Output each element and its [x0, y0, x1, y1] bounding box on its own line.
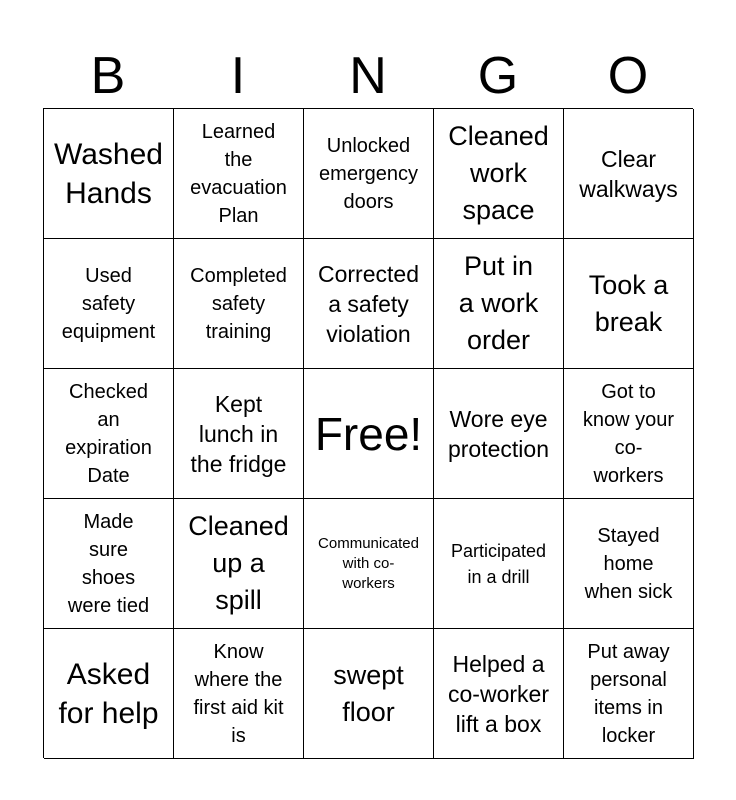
bingo-cell[interactable]: [174, 369, 304, 499]
header-letter-i: I: [230, 47, 246, 105]
bingo-cell[interactable]: [304, 499, 434, 629]
header-letter-g: G: [477, 47, 519, 105]
bingo-cell[interactable]: [44, 629, 174, 759]
cell-text: Washed Hands: [54, 137, 163, 210]
bingo-cell[interactable]: [44, 499, 174, 629]
free-space-cell[interactable]: [304, 369, 434, 499]
cell-text: Communicated with co- workers: [318, 534, 419, 592]
cell-text: Took a break: [588, 269, 669, 337]
cell-text: swept floor: [333, 659, 404, 727]
bingo-cell[interactable]: [304, 629, 434, 759]
bingo-cell[interactable]: [44, 369, 174, 499]
bingo-cell[interactable]: [434, 369, 564, 499]
cell-text: Checked an expiration Date: [65, 380, 152, 487]
bingo-cell[interactable]: [304, 109, 434, 239]
bingo-cell[interactable]: [564, 109, 694, 239]
cell-text: Got to know your co- workers: [582, 380, 675, 487]
bingo-cell[interactable]: [564, 629, 694, 759]
bingo-cell[interactable]: [174, 499, 304, 629]
cell-text: Put in a work order: [458, 251, 539, 355]
bingo-cell[interactable]: [434, 629, 564, 759]
cell-text: Cleaned work space: [448, 121, 549, 225]
header-letter-b: B: [90, 47, 126, 105]
cell-text: Unlocked emergency doors: [319, 134, 418, 213]
cell-text: Kept lunch in the fridge: [190, 390, 287, 477]
bingo-cell[interactable]: [174, 109, 304, 239]
bingo-cell[interactable]: [564, 499, 694, 629]
bingo-cell[interactable]: [564, 369, 694, 499]
bingo-cell[interactable]: [434, 239, 564, 369]
header-letter-n: N: [349, 47, 387, 105]
free-space-text: Free!: [314, 407, 423, 460]
bingo-cell[interactable]: [434, 499, 564, 629]
cell-text: Made sure shoes were tied: [67, 510, 150, 617]
cell-text: Completed safety training: [190, 264, 287, 343]
header-letter-o: O: [607, 47, 649, 105]
cell-text: Cleaned up a spill: [188, 511, 289, 615]
cell-text: Stayed home when sick: [584, 524, 673, 603]
cell-text: Learned the evacuation Plan: [190, 120, 287, 227]
cell-text: Corrected a safety violation: [318, 260, 419, 347]
bingo-cell[interactable]: [434, 109, 564, 239]
cell-text: Asked for help: [58, 657, 159, 730]
bingo-cell[interactable]: [44, 109, 174, 239]
cell-text: Participated in a drill: [450, 540, 547, 587]
cell-text: Clear walkways: [579, 145, 678, 202]
cell-text: Wore eye protection: [447, 405, 549, 462]
cell-text: Know where the first aid kit is: [193, 640, 284, 747]
cell-text: Used safety equipment: [61, 264, 156, 343]
bingo-header: [43, 44, 693, 108]
cell-text: Helped a co-worker lift a box: [448, 650, 549, 737]
cell-text: Put away personal items in locker: [587, 640, 670, 747]
bingo-cell[interactable]: [174, 239, 304, 369]
bingo-cell[interactable]: [564, 239, 694, 369]
bingo-cell[interactable]: [304, 239, 434, 369]
bingo-cell[interactable]: [44, 239, 174, 369]
bingo-card-grid: [43, 108, 693, 758]
bingo-cell[interactable]: [174, 629, 304, 759]
